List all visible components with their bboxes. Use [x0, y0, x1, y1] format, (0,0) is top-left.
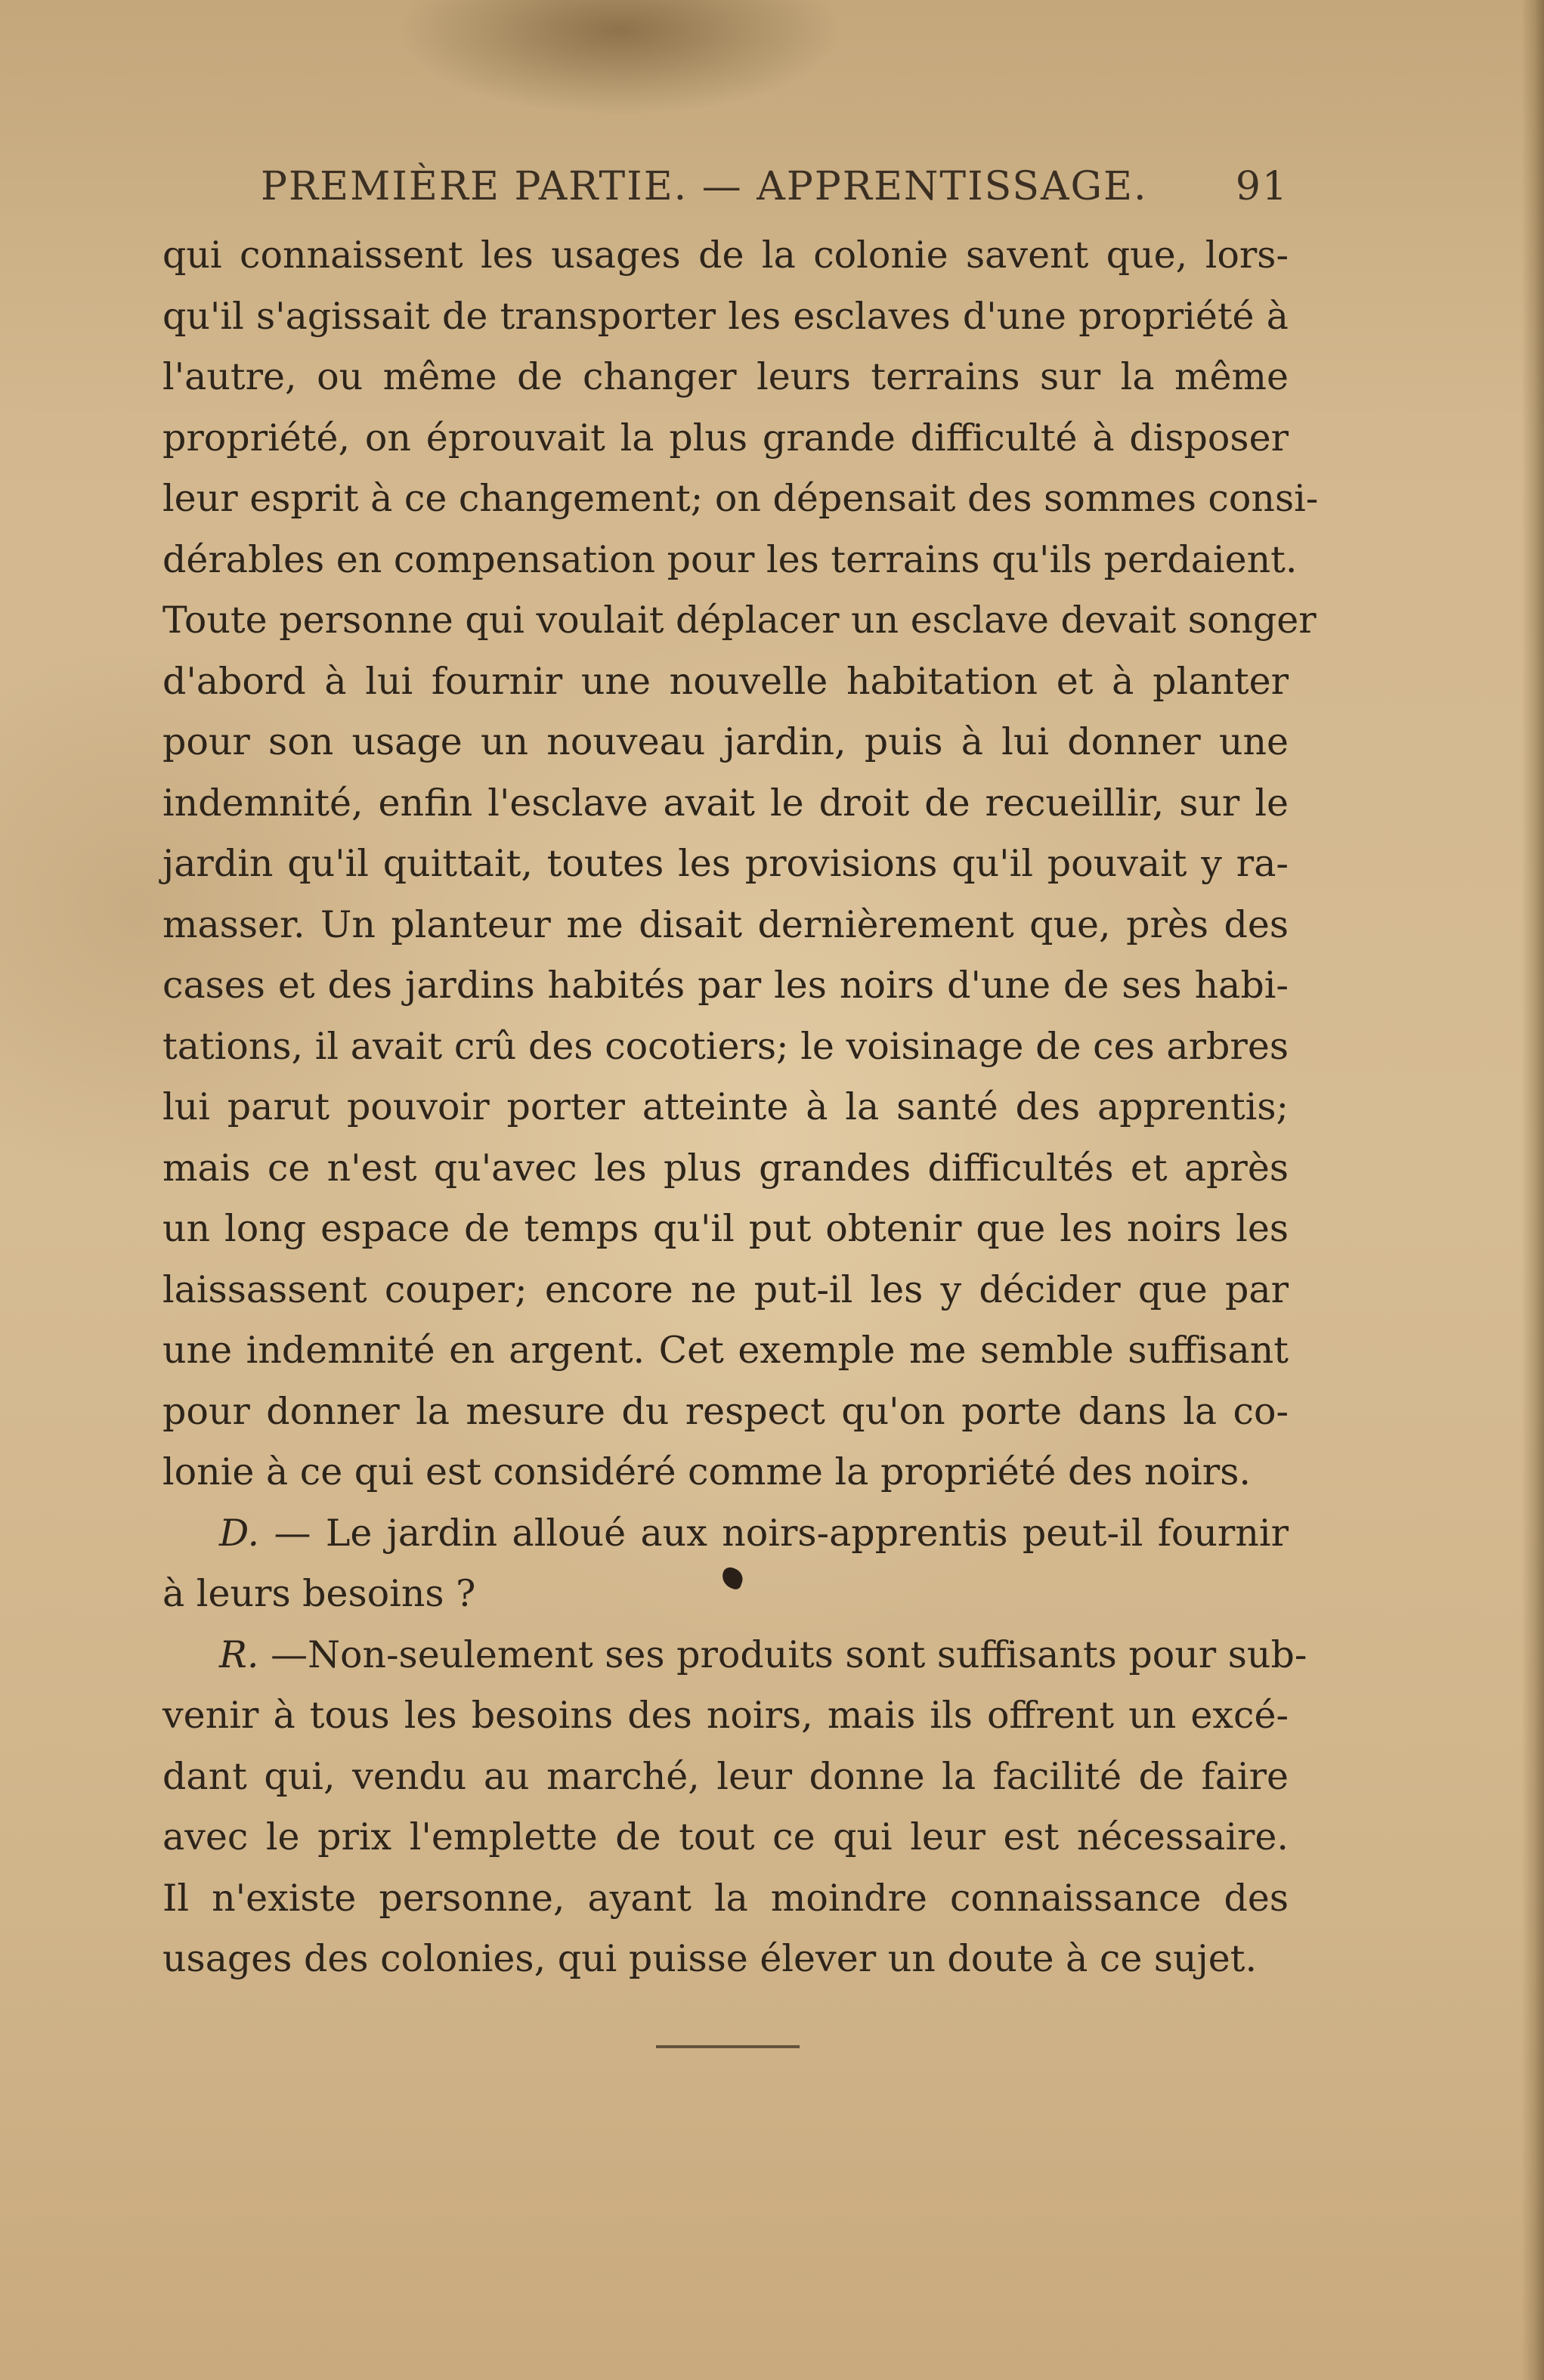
text-line: mais ce n'est qu'avec les plus grandes difficultés et après	[162, 1146, 1289, 1190]
question-continuation: à leurs besoins ?	[162, 1572, 476, 1615]
text-line: indemnité, enfin l'esclave avait le droit de recueillir, sur le	[162, 781, 1289, 825]
text-line: laissassent couper; encore ne put-il les y décider que par	[162, 1267, 1289, 1311]
text-line: un long espace de temps qu'il put obtenir que les noirs les	[162, 1207, 1289, 1250]
section-end-rule	[656, 2045, 800, 2048]
body-text	[162, 225, 1319, 1990]
answer-text: —Non-seulement ses produits sont suffisants pour sub-	[271, 1633, 1307, 1676]
answer-continuation: Il n'existe personne, ayant la moindre connaissance des	[162, 1876, 1289, 1920]
text-line: masser. Un planteur me disait dernièrement que, près des	[162, 902, 1289, 946]
running-head	[261, 160, 1289, 213]
text-line: tations, il avait crû des cocotiers; le voisinage de ces arbres	[162, 1024, 1289, 1068]
page-number: 91	[1235, 164, 1289, 209]
answer-label: R.	[219, 1633, 259, 1676]
text-line: leur esprit à ce changement; on dépensait des sommes consi-	[162, 477, 1319, 520]
text-line: qu'il s'agissait de transporter les esclaves d'une propriété à	[162, 294, 1289, 338]
text-line: une indemnité en argent. Cet exemple me semble suffisant	[162, 1329, 1289, 1372]
text-line: jardin qu'il quittait, toutes les provisions qu'il pouvait y ra-	[162, 842, 1289, 885]
answer-line	[162, 1625, 1307, 1686]
text-line: qui connaissent les usages de la colonie savent que, lors-	[162, 234, 1289, 277]
page-edge-shadow	[1521, 0, 1544, 2380]
question-text: — Le jardin alloué aux noirs-apprentis peut-il fournir	[274, 1511, 1289, 1555]
text-line: propriété, on éprouvait la plus grande difficulté à disposer	[162, 416, 1289, 460]
text-line: d'abord à lui fournir une nouvelle habitation et à planter	[162, 659, 1289, 703]
text-line: pour son usage un nouveau jardin, puis à lui donner une	[162, 720, 1289, 763]
text-line: pour donner la mesure du respect qu'on porte dans la co-	[162, 1389, 1289, 1433]
running-head-title: PREMIÈRE PARTIE. — APPRENTISSAGE.	[261, 164, 1148, 209]
question-label: D.	[219, 1511, 260, 1555]
text-line: dérables en compensation pour les terrains qu'ils perdaient.	[162, 537, 1298, 581]
answer-continuation: venir à tous les besoins des noirs, mais ils offrent un excé-	[162, 1694, 1289, 1737]
question-line	[162, 1503, 1289, 1564]
answer-continuation: dant qui, vendu au marché, leur donne la facilité de faire	[162, 1754, 1289, 1798]
text-line: cases et des jardins habités par les noirs d'une de ses habi-	[162, 964, 1289, 1007]
text-line: l'autre, ou même de changer leurs terrains sur la même	[162, 355, 1289, 398]
text-line: lui parut pouvoir porter atteinte à la santé des apprentis;	[162, 1085, 1289, 1128]
text-line: lonie à ce qui est considéré comme la propriété des noirs.	[162, 1450, 1251, 1493]
answer-continuation: avec le prix l'emplette de tout ce qui leur est nécessaire.	[162, 1815, 1289, 1859]
answer-continuation: usages des colonies, qui puisse élever un doute à ce sujet.	[162, 1937, 1258, 1980]
text-line: Toute personne qui voulait déplacer un esclave devait songer	[162, 599, 1317, 642]
